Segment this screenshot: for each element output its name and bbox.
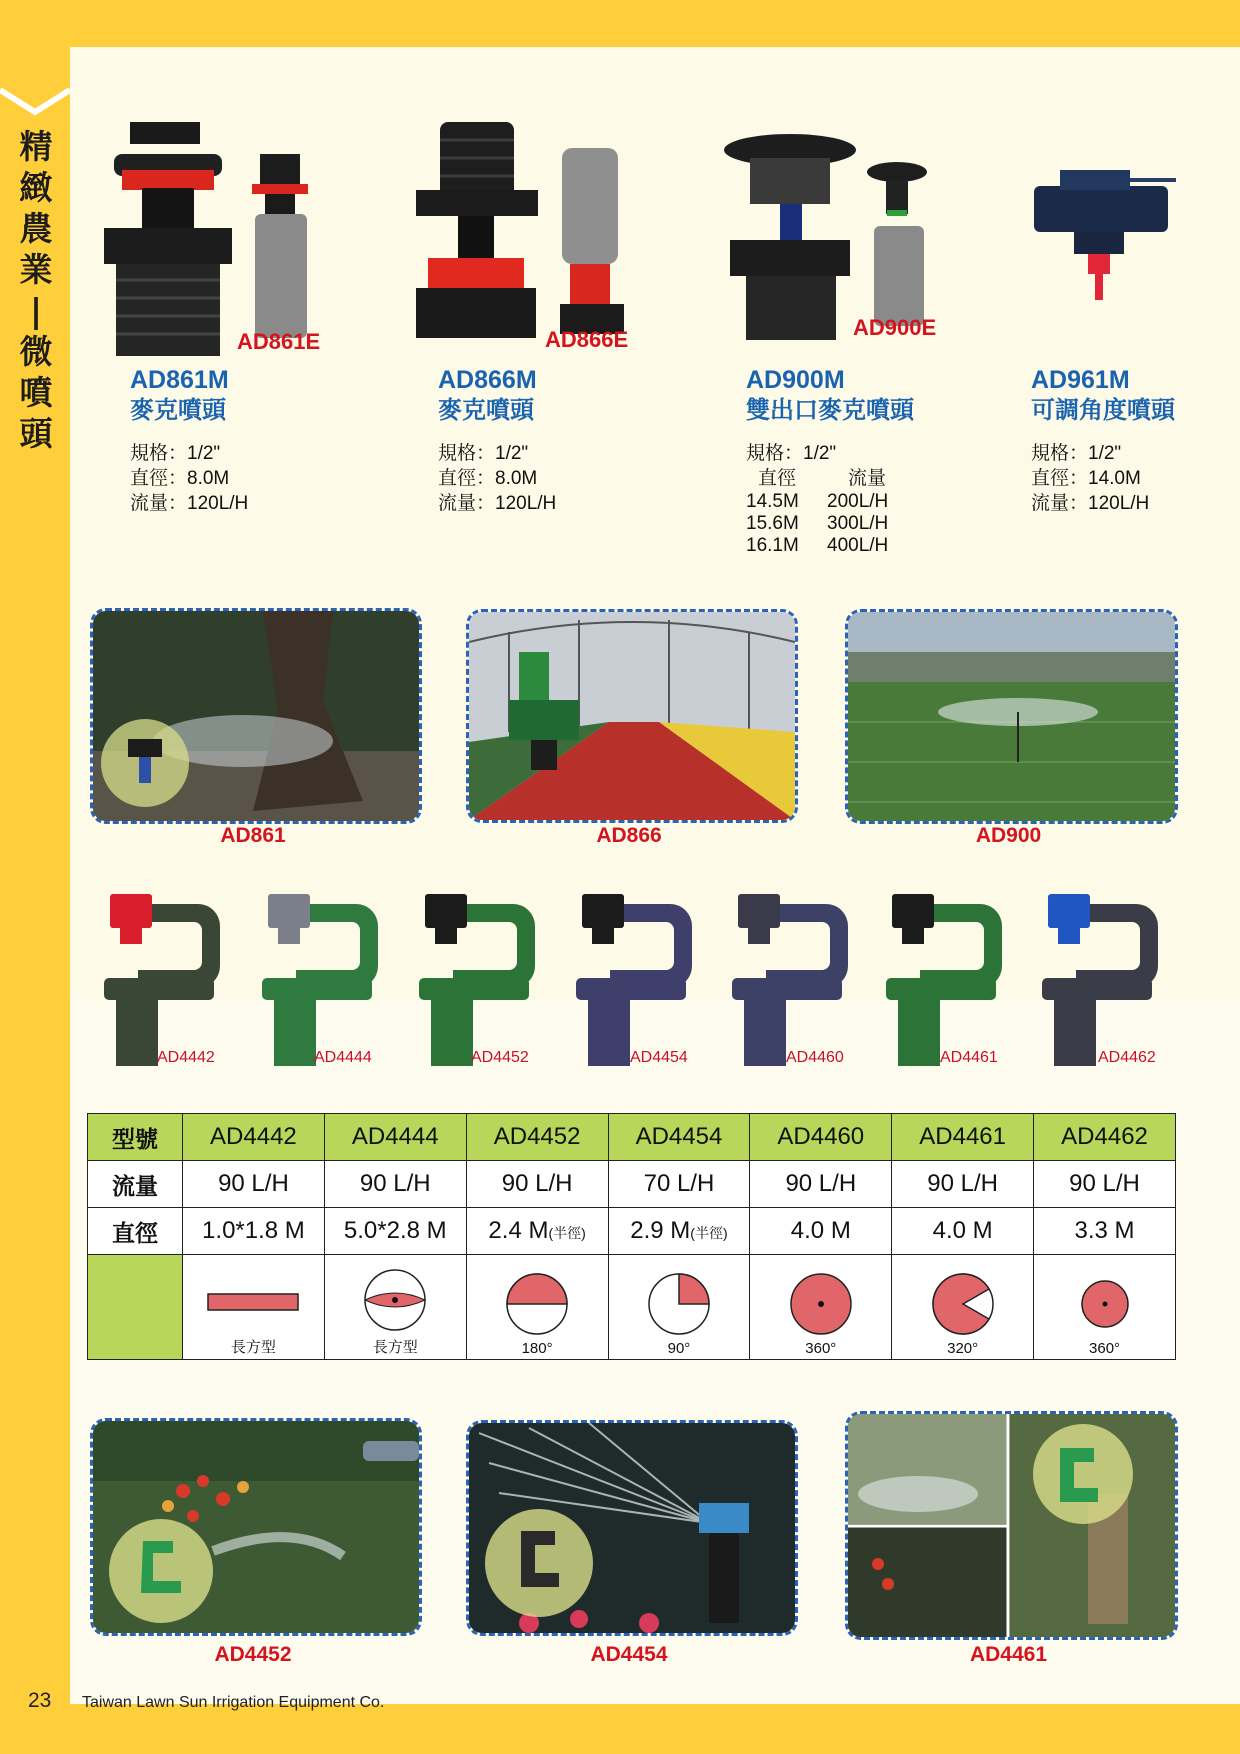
table-row-flow <box>88 1161 1176 1208</box>
ad861e-code: AD861E <box>237 329 321 354</box>
spec-line: 流量：120L/H <box>438 493 557 514</box>
row-label: 直徑 <box>88 1208 183 1255</box>
pattern-cell <box>608 1255 750 1360</box>
table-cell: 70 L/H <box>608 1161 750 1208</box>
small-circle-pattern-icon <box>1065 1272 1145 1336</box>
pattern-caption: 90° <box>667 1340 691 1357</box>
pattern-caption: 320° <box>947 1340 979 1357</box>
ad900e-code: AD900E <box>853 315 937 340</box>
nozzle-label: AD4442 <box>157 1049 215 1066</box>
model-name: 麥克噴頭 <box>130 396 226 424</box>
table-cell: 2.4 M(半徑) <box>466 1208 608 1255</box>
spec-table <box>87 1113 1176 1360</box>
nozzle-ad4460-image <box>726 890 856 1070</box>
nozzle-ad4452-image <box>413 890 543 1070</box>
photo-ad866 <box>466 609 798 823</box>
table-cell: 90 L/H <box>183 1161 325 1208</box>
pattern-cell <box>324 1255 466 1360</box>
model-code: AD866M <box>438 366 537 394</box>
spec-line: 規格：1/2" <box>1031 443 1122 464</box>
table-cell: AD4444 <box>324 1114 466 1161</box>
pattern-cell <box>183 1255 325 1360</box>
pattern-cell <box>892 1255 1034 1360</box>
table-cell: 1.0*1.8 M <box>183 1208 325 1255</box>
ad961-product-image <box>1030 164 1180 304</box>
table-cell: AD4461 <box>892 1114 1034 1161</box>
full-circle-pattern-icon <box>781 1272 861 1336</box>
table-cell: 90 L/H <box>750 1161 892 1208</box>
table-row-model <box>88 1114 1176 1161</box>
ad866e-code: AD866E <box>545 327 629 352</box>
photo-ad4452 <box>90 1418 422 1636</box>
spec-line: 規格：1/2" <box>130 443 221 464</box>
nozzle-label: AD4452 <box>471 1049 529 1066</box>
table-cell: 3.3 M <box>1034 1208 1176 1255</box>
nozzle-ad4462-image <box>1036 890 1166 1070</box>
quarter-circle-pattern-icon <box>639 1272 719 1336</box>
ad866-product-image <box>410 118 650 348</box>
spec-cell: 14.5M <box>746 491 799 512</box>
nozzle-label: AD4460 <box>786 1049 844 1066</box>
row-label-empty <box>88 1255 183 1360</box>
table-cell: 90 L/H <box>324 1161 466 1208</box>
row-label: 流量 <box>88 1161 183 1208</box>
model-name: 雙出口麥克噴頭 <box>746 396 914 424</box>
spec-line: 流量：120L/H <box>1031 493 1150 514</box>
photo-ad4461 <box>845 1411 1178 1640</box>
spec-line: 直徑：8.0M <box>438 468 538 489</box>
spec-cell: 15.6M <box>746 513 799 534</box>
radius-note: (半徑) <box>690 1225 728 1241</box>
ellipse-pattern-icon <box>355 1268 435 1332</box>
table-cell: 4.0 M <box>892 1208 1034 1255</box>
spec-cell: 300L/H <box>827 513 889 534</box>
table-cell: AD4454 <box>608 1114 750 1161</box>
nozzle-ad4442-image <box>98 890 228 1070</box>
spec-cell: 200L/H <box>827 491 889 512</box>
spec-line: 直徑：8.0M <box>130 468 230 489</box>
nozzle-label: AD4444 <box>314 1049 372 1066</box>
photo-caption: AD866 <box>596 824 662 847</box>
pattern-caption: 360° <box>1089 1340 1121 1357</box>
photo-ad900 <box>845 609 1178 824</box>
half-circle-pattern-icon <box>497 1272 577 1336</box>
table-cell: AD4442 <box>183 1114 325 1161</box>
pattern-cell <box>750 1255 892 1360</box>
spec-col-flow: 流量 <box>848 468 887 489</box>
table-cell: 4.0 M <box>750 1208 892 1255</box>
nozzle-ad4454-image <box>570 890 700 1070</box>
nozzle-label: AD4462 <box>1098 1049 1156 1066</box>
spec-line: 規格：1/2" <box>438 443 529 464</box>
spec-line: 直徑：14.0M <box>1031 468 1141 489</box>
table-cell: AD4452 <box>466 1114 608 1161</box>
table-cell: 2.9 M(半徑) <box>608 1208 750 1255</box>
photo-ad861 <box>90 608 422 824</box>
spec-cell: 400L/H <box>827 535 889 556</box>
table-cell: AD4460 <box>750 1114 892 1161</box>
nozzle-ad4461-image <box>880 890 1010 1070</box>
photo-caption: AD4461 <box>969 1643 1048 1666</box>
pacman-pattern-icon <box>923 1272 1003 1336</box>
photo-caption: AD4454 <box>590 1643 668 1666</box>
pattern-cell <box>466 1255 608 1360</box>
spec-line: 規格：1/2" <box>746 443 837 464</box>
model-code: AD861M <box>130 366 229 394</box>
model-name: 可調角度噴頭 <box>1031 396 1175 424</box>
product-ad900m <box>746 366 914 557</box>
table-cell: 90 L/H <box>892 1161 1034 1208</box>
nozzle-label: AD4454 <box>630 1049 688 1066</box>
table-row-diameter <box>88 1208 1176 1255</box>
spec-col-diameter: 直徑 <box>758 468 797 489</box>
product-ad961m <box>1031 366 1175 516</box>
table-cell: 90 L/H <box>466 1161 608 1208</box>
side-title: 精 緻 農 業 | 微 噴 頭 <box>19 127 53 453</box>
table-cell: 5.0*2.8 M <box>324 1208 466 1255</box>
company-name: Taiwan Lawn Sun Irrigation Equipment Co. <box>82 1694 385 1711</box>
rectangle-pattern-icon <box>203 1272 303 1332</box>
chevron-decoration <box>0 86 70 116</box>
table-row-pattern <box>88 1255 1176 1360</box>
radius-note: (半徑) <box>548 1225 586 1241</box>
spec-cell: 16.1M <box>746 535 799 556</box>
table-cell: AD4462 <box>1034 1114 1176 1161</box>
photo-caption: AD900 <box>975 824 1042 847</box>
model-code: AD961M <box>1031 366 1130 394</box>
photo-ad4454 <box>466 1420 798 1636</box>
spec-line: 流量：120L/H <box>130 493 249 514</box>
page-number: 23 <box>28 1689 52 1712</box>
pattern-cell <box>1034 1255 1176 1360</box>
ad861-product-image <box>100 118 330 358</box>
table-cell: 90 L/H <box>1034 1161 1176 1208</box>
model-code: AD900M <box>746 366 845 394</box>
product-ad866m <box>438 366 556 516</box>
pattern-caption: 長方型 <box>372 1339 418 1356</box>
nozzle-ad4444-image <box>256 890 386 1070</box>
product-ad861m <box>130 366 248 516</box>
pattern-caption: 180° <box>521 1340 553 1357</box>
photo-caption: AD861 <box>220 824 286 847</box>
model-name: 麥克噴頭 <box>438 396 534 424</box>
pattern-caption: 360° <box>805 1340 837 1357</box>
nozzle-label: AD4461 <box>940 1049 998 1066</box>
photo-caption: AD4452 <box>214 1643 292 1666</box>
row-label: 型號 <box>88 1114 183 1161</box>
pattern-caption: 長方型 <box>230 1339 276 1356</box>
